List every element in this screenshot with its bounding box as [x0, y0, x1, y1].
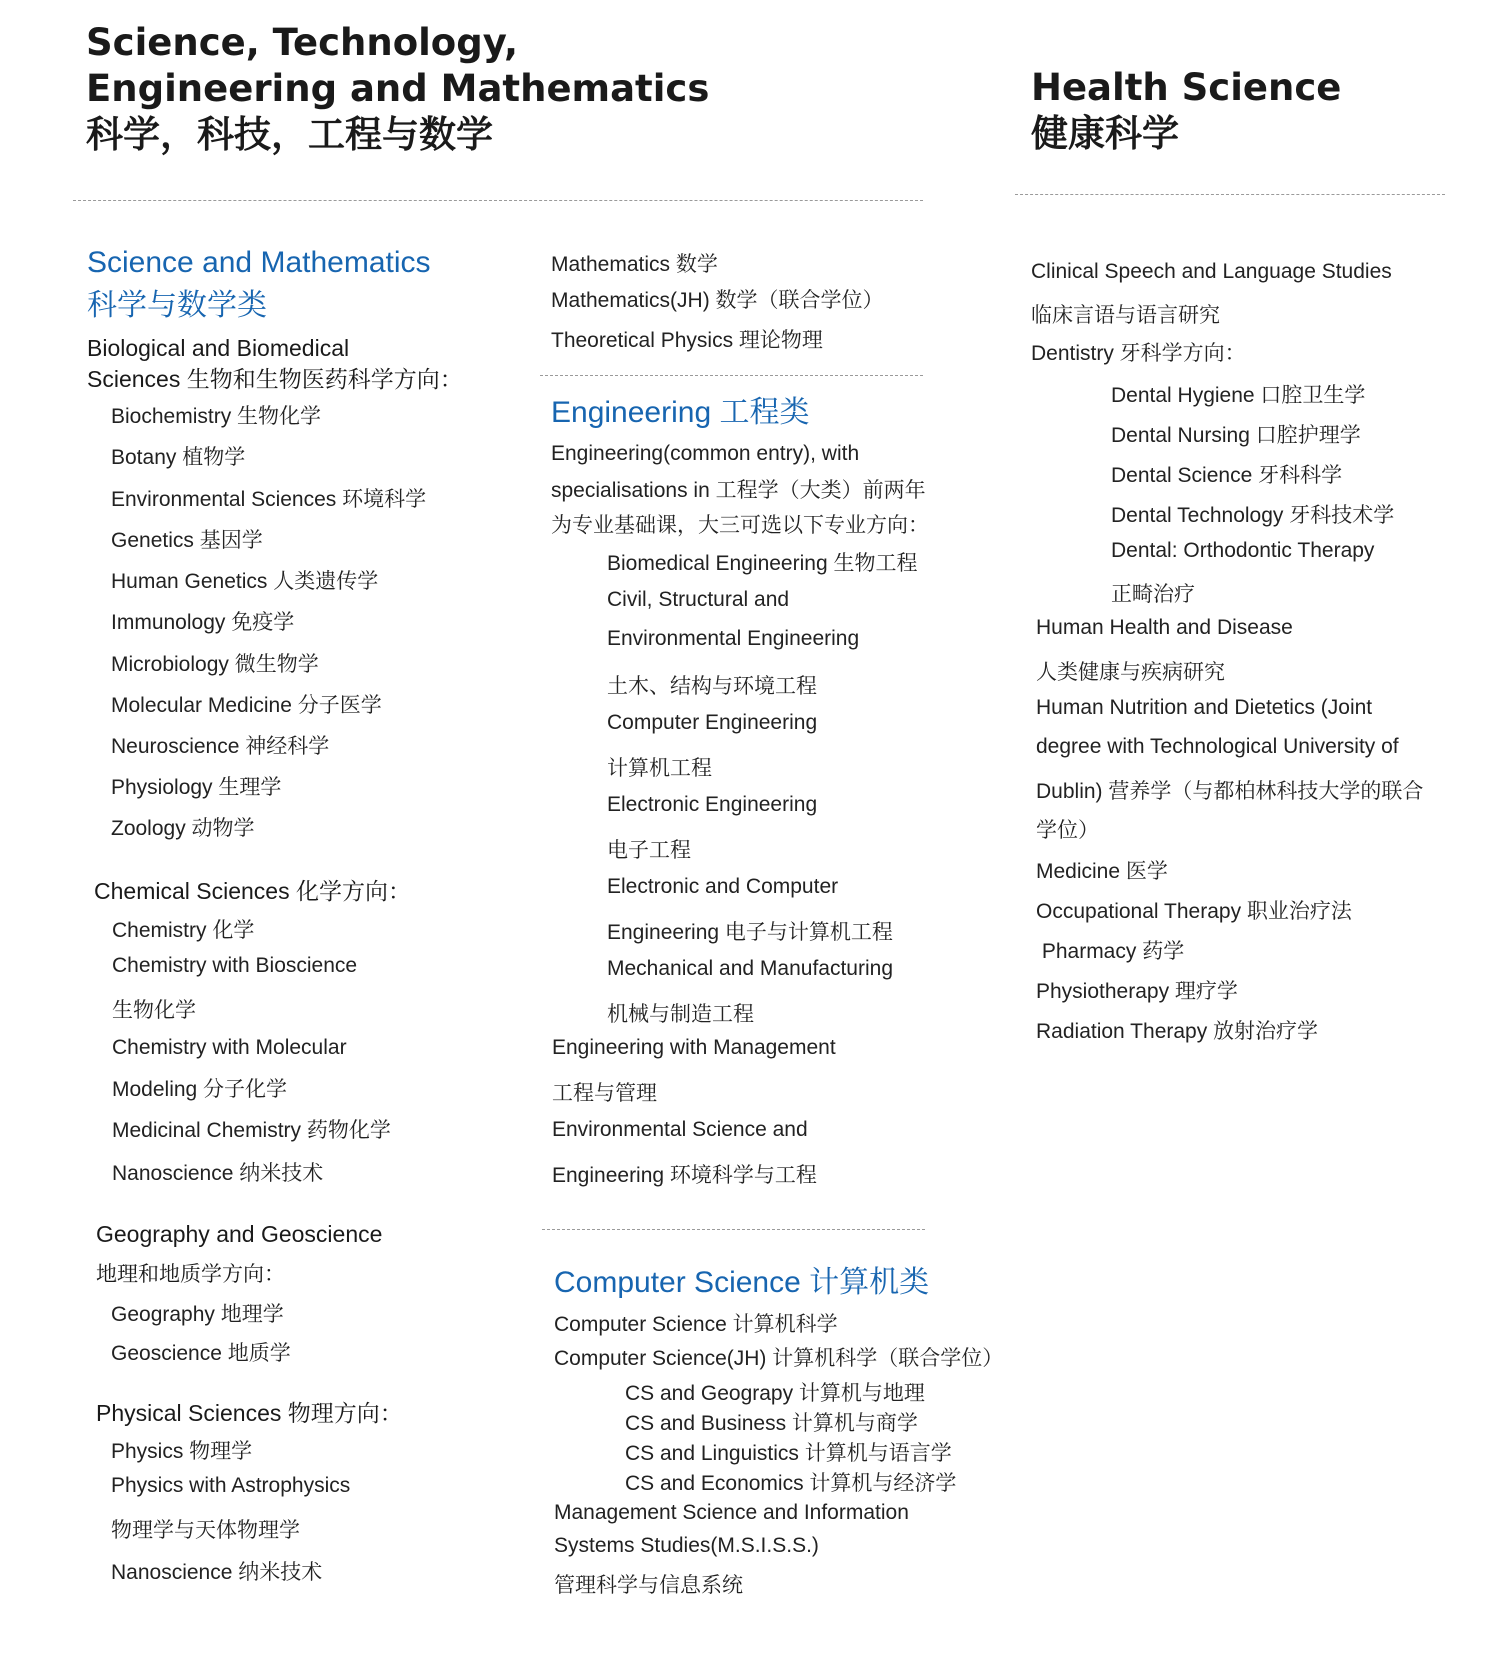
- list-item: Environmental Engineering: [607, 627, 860, 650]
- list-item: Occupational Therapy 职业治疗法: [1036, 900, 1352, 923]
- list-item: Dublin) 营养学（与都柏林科技大学的联合: [1036, 780, 1424, 803]
- list-item: Zoology 动物学: [111, 817, 255, 840]
- list-item: Clinical Speech and Language Studies: [1031, 260, 1392, 283]
- list-item: Microbiology 微生物学: [111, 653, 319, 676]
- list-item: Dental Hygiene 口腔卫生学: [1111, 384, 1366, 407]
- list-item: Neuroscience 神经科学: [111, 735, 330, 758]
- engineering-cs-divider: [542, 1229, 925, 1230]
- list-item: Dental: Orthodontic Therapy: [1111, 539, 1375, 562]
- list-item: 物理学与天体物理学: [111, 1519, 300, 1542]
- list-item: 电子工程: [607, 839, 691, 862]
- list-item: CS and Geograpy 计算机与地理: [625, 1382, 925, 1405]
- cs-heading: Computer Science 计算机类: [554, 1266, 930, 1299]
- list-item: Dental Nursing 口腔护理学: [1111, 424, 1361, 447]
- stem-title-line2: Engineering and Mathematics: [86, 67, 710, 110]
- stem-title-divider: [73, 200, 923, 201]
- health-title-line1: Health Science: [1031, 66, 1342, 109]
- list-item: Environmental Science and: [552, 1118, 808, 1141]
- list-item: Electronic Engineering: [607, 793, 818, 816]
- list-item: Dental Science 牙科科学: [1111, 464, 1343, 487]
- list-item: Environmental Sciences 环境科学: [111, 488, 427, 511]
- bio-heading-line2: Sciences 生物和生物医药科学方向：: [87, 366, 463, 392]
- list-item: Medicine 医学: [1036, 860, 1168, 883]
- list-item: Chemistry with Molecular: [112, 1036, 347, 1059]
- list-item: Dentistry 牙科学方向：: [1031, 342, 1246, 365]
- science-heading-en: Science and Mathematics: [87, 246, 431, 279]
- stem-title: [86, 20, 709, 158]
- list-item: 机械与制造工程: [607, 1003, 754, 1026]
- list-item: Biochemistry 生物化学: [111, 405, 322, 428]
- list-item: Mathematics 数学: [551, 253, 718, 276]
- list-item: Physics with Astrophysics: [111, 1474, 351, 1497]
- chem-heading: Chemical Sciences 化学方向：: [94, 878, 411, 904]
- geo-heading-line2: 地理和地质学方向：: [96, 1263, 285, 1286]
- list-item: Physiology 生理学: [111, 776, 282, 799]
- list-item: Geoscience 地质学: [111, 1342, 291, 1365]
- list-item: degree with Technological University of: [1036, 735, 1399, 758]
- stem-title-line1: Science, Technology,: [86, 21, 519, 64]
- list-item: 正畸治疗: [1111, 583, 1195, 606]
- list-item: Physics 物理学: [111, 1440, 253, 1463]
- science-heading-zh: 科学与数学类: [87, 289, 267, 322]
- list-item: Physiotherapy 理疗学: [1036, 980, 1238, 1003]
- engineering-heading: Engineering 工程类: [551, 396, 810, 429]
- health-title-line2: 健康科学: [1031, 112, 1179, 155]
- list-item: 人类健康与疾病研究: [1036, 661, 1225, 684]
- list-item: Engineering 环境科学与工程: [552, 1164, 817, 1187]
- list-item: Civil, Structural and: [607, 588, 790, 611]
- geo-heading-line1: Geography and Geoscience: [96, 1221, 383, 1247]
- list-item: Genetics 基因学: [111, 529, 263, 552]
- list-item: Mathematics(JH) 数学（联合学位）: [551, 289, 884, 312]
- engineering-intro-line: specialisations in 工程学（大类）前两年: [551, 479, 926, 502]
- engineering-intro-line: Engineering(common entry), with: [551, 442, 860, 465]
- list-item: Modeling 分子化学: [112, 1078, 288, 1101]
- list-item: Biomedical Engineering 生物工程: [607, 552, 918, 575]
- list-item: Computer Engineering: [607, 711, 818, 734]
- bio-heading-line1: Biological and Biomedical: [87, 335, 350, 361]
- phys-heading: Physical Sciences 物理方向：: [96, 1400, 403, 1426]
- list-item: Geography 地理学: [111, 1303, 284, 1326]
- list-item: Mechanical and Manufacturing: [607, 957, 894, 980]
- list-item: 学位）: [1036, 819, 1099, 842]
- list-item: CS and Business 计算机与商学: [625, 1412, 918, 1435]
- list-item: Chemistry 化学: [112, 919, 255, 942]
- list-item: Systems Studies(M.S.I.S.S.): [554, 1534, 819, 1557]
- list-item: 计算机工程: [607, 757, 712, 780]
- list-item: Electronic and Computer: [607, 875, 839, 898]
- list-item: Radiation Therapy 放射治疗学: [1036, 1020, 1319, 1043]
- list-item: Computer Science 计算机科学: [554, 1313, 838, 1336]
- list-item: Theoretical Physics 理论物理: [551, 329, 823, 352]
- list-item: Pharmacy 药学: [1036, 940, 1185, 963]
- list-item: Botany 植物学: [111, 446, 246, 469]
- list-item: 土木、结构与环境工程: [607, 675, 817, 698]
- list-item: 生物化学: [112, 999, 196, 1022]
- list-item: Medicinal Chemistry 药物化学: [112, 1119, 391, 1142]
- engineering-intro-line: 为专业基础课，大三可选以下专业方向：: [551, 514, 929, 537]
- list-item: Engineering 电子与计算机工程: [607, 921, 893, 944]
- list-item: Computer Science(JH) 计算机科学（联合学位）: [554, 1347, 1004, 1370]
- list-item: Molecular Medicine 分子医学: [111, 694, 382, 717]
- list-item: CS and Economics 计算机与经济学: [625, 1472, 957, 1495]
- list-item: Management Science and Information: [554, 1501, 909, 1524]
- list-item: Engineering with Management: [552, 1036, 836, 1059]
- list-item: 工程与管理: [552, 1082, 657, 1105]
- health-title: [1031, 65, 1341, 157]
- list-item: Human Health and Disease: [1036, 616, 1293, 639]
- list-item: Nanoscience 纳米技术: [112, 1162, 324, 1185]
- list-item: Human Nutrition and Dietetics (Joint: [1036, 696, 1373, 719]
- list-item: CS and Linguistics 计算机与语言学: [625, 1442, 952, 1465]
- list-item: Nanoscience 纳米技术: [111, 1561, 323, 1584]
- list-item: Immunology 免疫学: [111, 611, 295, 634]
- health-title-divider: [1015, 194, 1445, 195]
- stem-title-line3: 科学，科技，工程与数学: [86, 113, 493, 156]
- list-item: 临床言语与语言研究: [1031, 304, 1220, 327]
- list-item: Dental Technology 牙科技术学: [1111, 504, 1395, 527]
- maths-engineering-divider: [540, 375, 923, 376]
- list-item: Chemistry with Bioscience: [112, 954, 358, 977]
- list-item: 管理科学与信息系统: [554, 1574, 743, 1597]
- list-item: Human Genetics 人类遗传学: [111, 570, 379, 593]
